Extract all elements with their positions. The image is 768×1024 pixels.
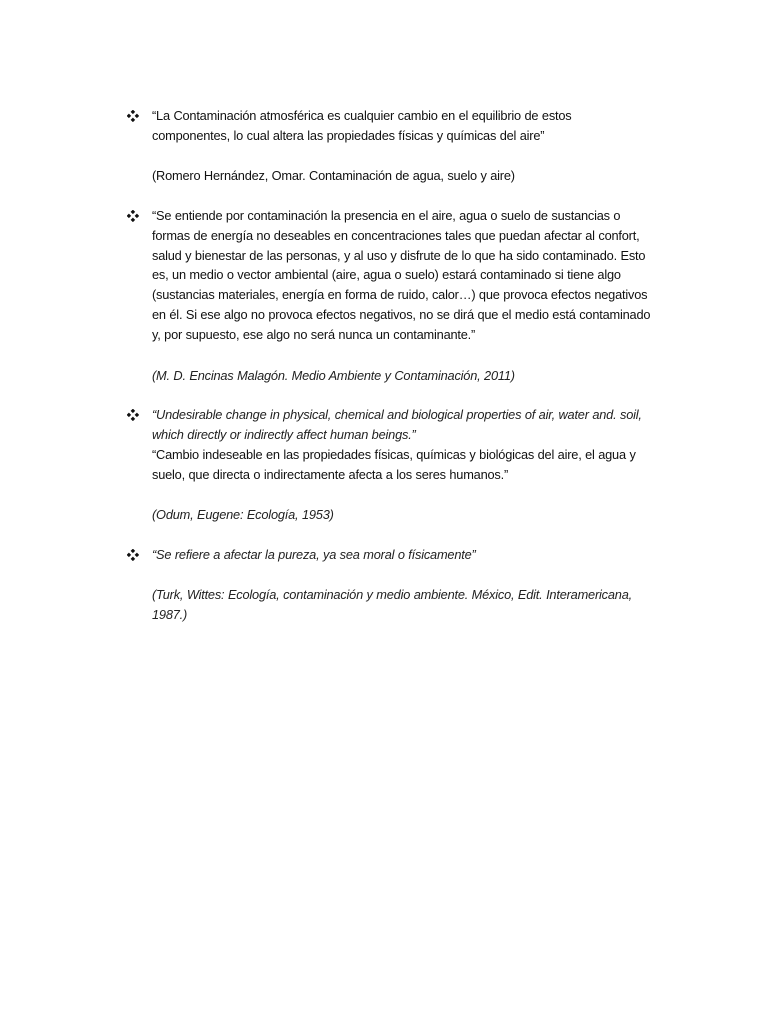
citation-text — [152, 585, 660, 625]
diamond-bullet-icon — [127, 409, 141, 423]
quote-line: en él. Si ese algo no provoca efectos negativos, no se dirá que el medio está contaminado — [152, 306, 651, 322]
diamond-bullet-icon — [127, 549, 141, 563]
translation-line: suelo, que directa o indirectamente afecta a los seres humanos.” — [152, 466, 509, 482]
quote-line: “La Contaminación atmosférica es cualquier cambio en el equilibrio de estos — [152, 108, 572, 123]
quote-line: formas de energía no deseables en concentraciones tales que puedan afectar al confort, — [152, 227, 640, 243]
quote-line: “Se refiere a afectar la pureza, ya sea moral o físicamente” — [152, 547, 476, 562]
quote-text — [152, 545, 660, 565]
citation-line: (M. D. Encinas Malagón. Medio Ambiente y Contaminación, 2011) — [152, 368, 515, 383]
quote-text — [152, 106, 660, 146]
citation-text — [152, 366, 660, 386]
quote-line: (sustancias materiales, energía en forma de ruido, calor…) que provoca efectos negativos — [152, 287, 648, 303]
quote-line: “Se entiende por contaminación la presencia en el aire, agua o suelo de sustancias o — [152, 208, 621, 223]
quote-line: y, por supuesto, ese algo no será nunca un contaminante.” — [152, 326, 476, 342]
quote-text-english — [152, 405, 660, 445]
citation-line: (Turk, Wittes: Ecología, contaminación y medio ambiente. México, Edit. Interamericana, — [152, 587, 632, 602]
quote-line: es, un medio o vector ambiental (aire, agua o suelo) estará contaminado si tiene algo — [152, 267, 621, 283]
quote-text — [152, 206, 660, 345]
citation-line: 1987.) — [152, 606, 188, 622]
quote-line: “Undesirable change in physical, chemical and biological properties of air, water and. soil, — [152, 407, 642, 422]
citation-text — [152, 166, 660, 186]
citation-line: (Odum, Eugene: Ecología, 1953) — [152, 507, 334, 522]
translation-line: “Cambio indeseable en las propiedades físicas, químicas y biológicas del aire, el agua y — [152, 447, 636, 462]
diamond-bullet-icon — [127, 110, 141, 124]
citation-text — [152, 505, 660, 525]
quote-line: which directly or indirectly affect human beings.” — [152, 426, 416, 442]
quote-line: componentes, lo cual altera las propiedades físicas y químicas del aire” — [152, 127, 545, 143]
quote-translation — [152, 445, 660, 485]
citation-line: (Romero Hernández, Omar. Contaminación de agua, suelo y aire) — [152, 168, 515, 183]
diamond-bullet-icon — [127, 210, 141, 224]
quote-line: salud y bienestar de las personas, y al uso y disfrute de lo que ha sido contaminado. Esto — [152, 247, 646, 263]
